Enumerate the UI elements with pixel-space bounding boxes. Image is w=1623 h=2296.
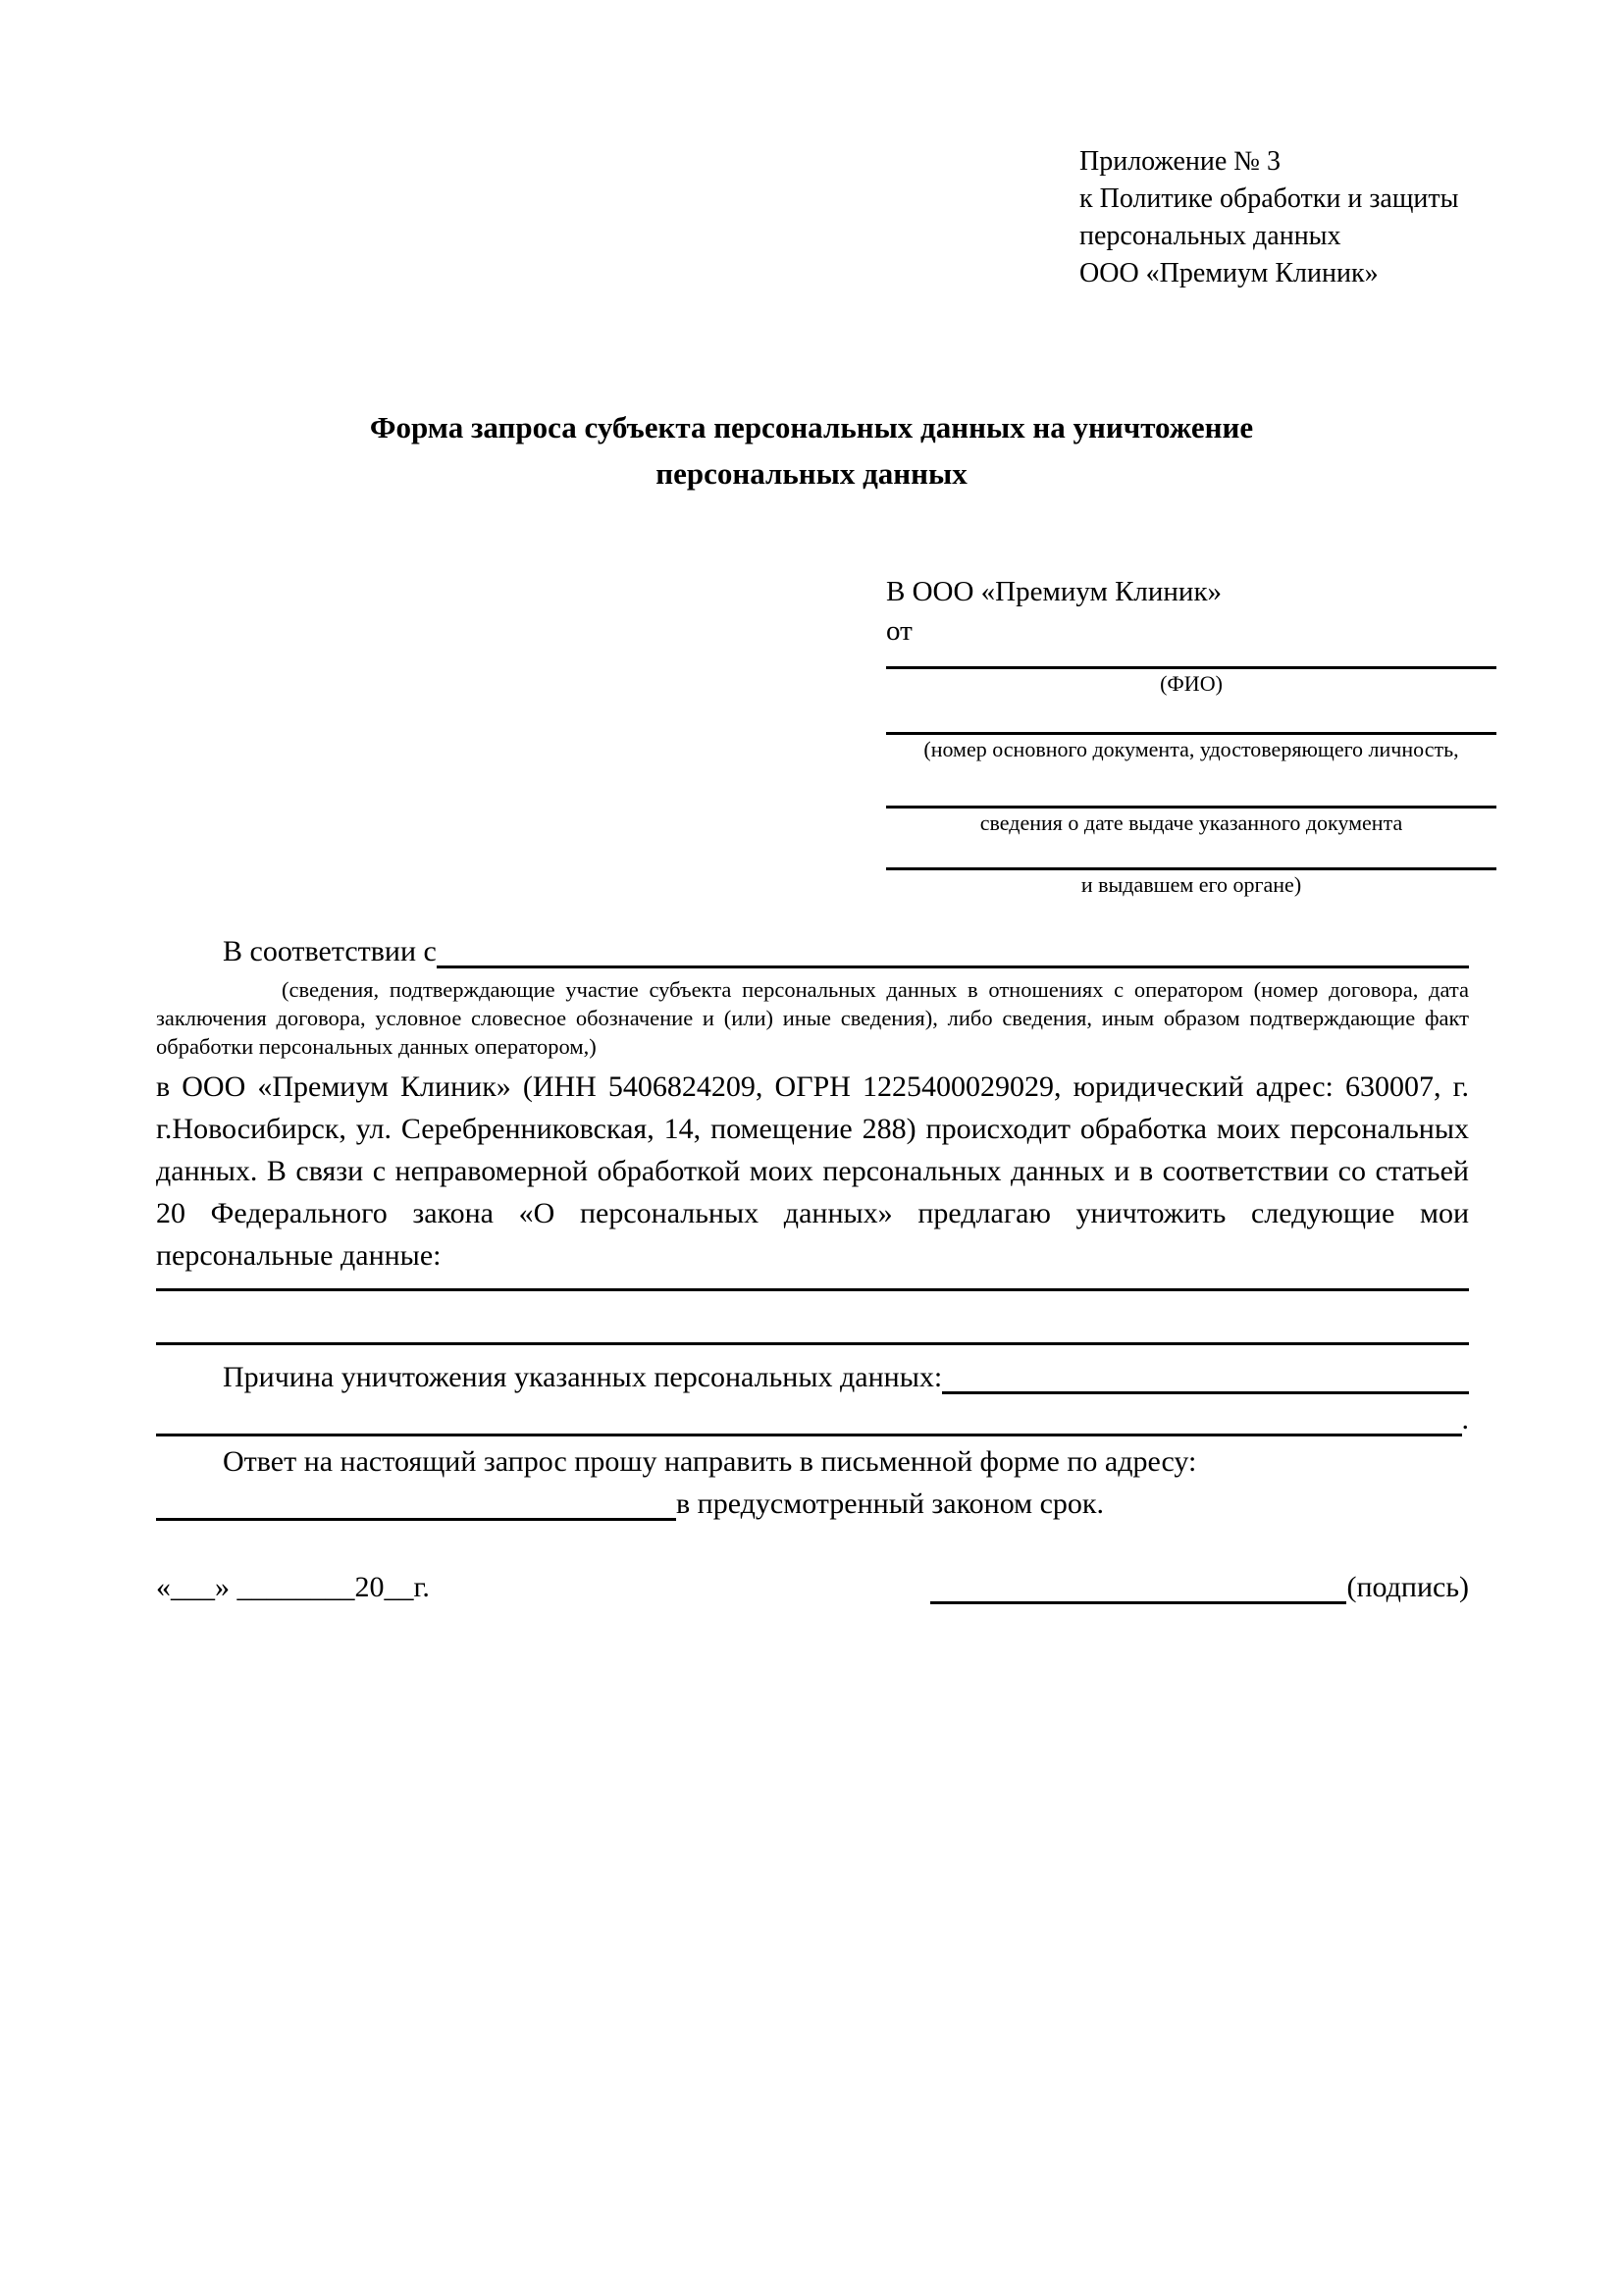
footer-row bbox=[156, 1566, 1469, 1608]
reason-continuation-row bbox=[156, 1398, 1469, 1440]
fio-blank-line bbox=[886, 651, 1496, 669]
appendix-line-4: ООО «Премиум Клиник» bbox=[1079, 258, 1379, 288]
personal-data-blank-line-1 bbox=[156, 1277, 1469, 1291]
small-print-note: (сведения, подтверждающие участие субъекта персональных данных в отношениях с оператором (номер договора, дата заключения договора, условное словесное обозначение и (или) иные сведения), либо сведения, иным образом подтверждающие факт обработки персональных данных оператором,) bbox=[156, 977, 1469, 1059]
title-line-2: персональных данных bbox=[655, 456, 968, 491]
deadline-row bbox=[156, 1483, 1469, 1525]
signature-blank-line bbox=[930, 1566, 1346, 1604]
signature-caption: (подпись) bbox=[1346, 1571, 1469, 1603]
appendix-line-2: к Политике обработки и защиты bbox=[1079, 183, 1459, 214]
document-title bbox=[0, 404, 1623, 496]
addressee-block bbox=[886, 572, 1496, 898]
reason-blank-line-2 bbox=[156, 1398, 1462, 1436]
reason-blank-line bbox=[942, 1356, 1469, 1394]
doc-issuer-caption: и выдавшем его органе) bbox=[1080, 872, 1302, 897]
appendix-line-1: Приложение № 3 bbox=[1079, 146, 1281, 177]
deadline-text: в предусмотренный законом срок. bbox=[676, 1487, 1104, 1520]
reason-label: Причина уничтожения указанных персональных данных: bbox=[223, 1361, 943, 1393]
accordance-label: В соответствии с bbox=[223, 935, 437, 967]
addressee-to: В ООО «Премиум Клиник» bbox=[886, 576, 1223, 607]
doc-issuer-blank-line bbox=[886, 836, 1496, 870]
fio-caption: (ФИО) bbox=[1160, 671, 1223, 696]
reason-period: . bbox=[1461, 1403, 1469, 1435]
address-blank-line bbox=[156, 1483, 676, 1521]
doc-issue-date-blank-line bbox=[886, 762, 1496, 809]
accordance-row bbox=[156, 930, 1469, 972]
reason-row bbox=[156, 1356, 1469, 1398]
doc-number-blank-line bbox=[886, 697, 1496, 735]
date-placeholder: «___» ________20__г. bbox=[156, 1571, 430, 1603]
main-paragraph: в ООО «Премиум Клиник» (ИНН 5406824209, ОГРН 1225400029029, юридический адрес: 630007, г. г.Новосибирск, ул. Серебренниковская, 14, помещение 288) происходит обработка моих персональных данных. В связи с неправомерной обработкой моих персональных данных и в соответствии со статьей 20 Федерального закона «О персональных данных» предлагаю уничтожить следующие мои персональные данные: bbox=[156, 1070, 1469, 1272]
accordance-blank-line bbox=[437, 930, 1469, 968]
appendix-block bbox=[1079, 143, 1458, 292]
body-column bbox=[156, 930, 1469, 1608]
response-sentence: Ответ на настоящий запрос прошу направить в письменной форме по адресу: bbox=[223, 1445, 1197, 1478]
addressee-from-label: от bbox=[886, 615, 913, 647]
title-line-1: Форма запроса субъекта персональных данных на уничтожение bbox=[369, 410, 1254, 444]
doc-number-caption: (номер основного документа, удостоверяющего личность, bbox=[923, 737, 1459, 761]
doc-issue-date-caption: сведения о дате выдаче указанного документа bbox=[979, 810, 1403, 835]
appendix-line-3: персональных данных bbox=[1079, 221, 1341, 251]
personal-data-blank-line-2 bbox=[156, 1291, 1469, 1345]
